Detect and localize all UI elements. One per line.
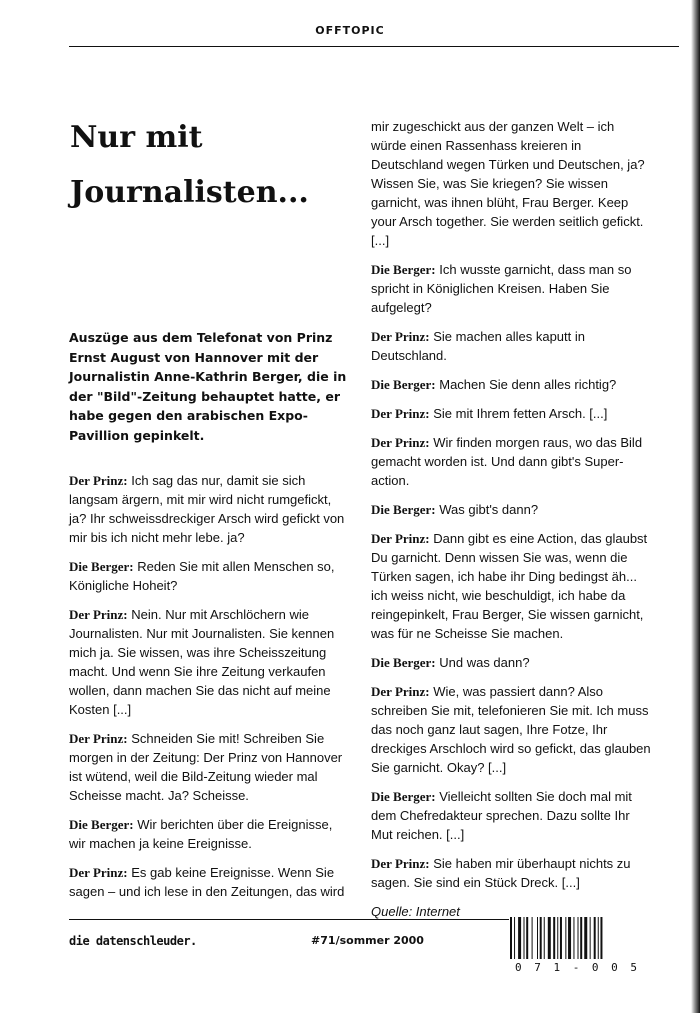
speaker-label: Die Berger: <box>371 502 436 517</box>
dialogue-text: Wir berichten über die Ereignisse, wir machen ja keine Ereignisse. <box>69 817 333 851</box>
dialogue-text: Sie machen alles kaputt in Deutschland. <box>371 329 585 363</box>
dialogue-line <box>371 375 651 394</box>
barcode-bar <box>540 917 542 959</box>
barcode-bar <box>537 917 538 959</box>
speaker-label: Der Prinz: <box>371 684 430 699</box>
barcode-bar <box>557 917 558 959</box>
dialogue-line <box>371 529 651 643</box>
dialogue-text: Wir finden morgen raus, wo das Bild gemacht worden ist. Und dann gibt's Super-action. <box>371 435 643 488</box>
article-title <box>70 110 350 220</box>
continued-text: mir zugeschickt aus der ganzen Welt – ich würde einen Rassenhass kreieren in Deutschland wegen Türken und Deutschen, ja? Wissen Sie, was Sie kriegen? Sie wissen garnicht, was ihnen blüht, Frau Berger. Keep your Arsch together. Sie werden seitlich gefickt. [...] <box>371 119 645 248</box>
dialogue-text: Es gab keine Ereignisse. Wenn Sie sagen – und ich lese in den Zeitungen, das wird <box>69 865 345 899</box>
right-column <box>371 117 651 931</box>
barcode-bar <box>600 917 602 959</box>
dialogue-line <box>371 682 651 777</box>
speaker-label: Die Berger: <box>371 789 436 804</box>
barcode-bar <box>553 917 555 959</box>
dialogue-line <box>69 729 352 805</box>
dialogue-line <box>69 557 352 595</box>
speaker-label: Der Prinz: <box>371 406 430 421</box>
dialogue-line <box>371 327 651 365</box>
magazine-name: die datenschleuder. <box>69 934 197 948</box>
barcode-bar <box>568 917 571 959</box>
dialogue-text: Dann gibt es eine Action, das glaubst Du garnicht. Denn wissen Sie was, wenn die Türken sagen, ich habe ihr Ding bedingst äh... ich weiss nicht, wie beschuldigt, ich habe da reingepinkelt, Frau Berger, Sie wissen garnicht, was für ne Scheisse Sie machen. <box>371 531 648 641</box>
dialogue-line <box>69 605 352 719</box>
header-rule <box>69 46 679 47</box>
section-header: OFFTOPIC <box>315 24 385 37</box>
dialogue-line <box>371 500 651 519</box>
dialogue-line <box>371 404 651 423</box>
barcode-bar <box>580 917 582 959</box>
barcode-bar <box>578 917 579 959</box>
barcode <box>510 917 645 977</box>
speaker-label: Der Prinz: <box>371 435 430 450</box>
barcode-bar <box>526 917 528 959</box>
dialogue-text: Sie haben mir überhaupt nichts zu sagen. Sie sind ein Stück Dreck. [...] <box>371 856 631 890</box>
barcode-bar <box>594 917 596 959</box>
barcode-bar <box>524 917 525 959</box>
speaker-label: Der Prinz: <box>371 531 430 546</box>
title-line-1: Nur mit <box>70 120 203 155</box>
barcode-bar <box>514 917 515 959</box>
dialogue-text: Sie mit Ihrem fetten Arsch. [...] <box>433 406 608 421</box>
dialogue-text: Schneiden Sie mit! Schreiben Sie morgen in der Zeitung: Der Prinz von Hannover ist wütend, weil die Bild-Zeitung wieder mal Scheisse macht. Ja? Scheisse. <box>69 731 343 803</box>
dialogue-text: Ich sag das nur, damit sie sich langsam ärgern, mit mir wird nicht rumgefickt, ja? Ihr schweissdreckiger Arsch wird gefickt von mir bis ich nicht mehr lebe. ja? <box>69 473 345 545</box>
footer-rule <box>69 919 509 920</box>
barcode-bar <box>510 917 512 959</box>
dialogue-line <box>371 653 651 672</box>
speaker-label: Der Prinz: <box>371 856 430 871</box>
barcode-bars <box>510 917 645 959</box>
dialogue-line <box>371 260 651 317</box>
dialogue-line <box>371 787 651 844</box>
dialogue-text: Ich wusste garnicht, dass man so spricht in Königlichen Kreisen. Haben Sie aufgelegt? <box>371 262 632 315</box>
dialogue-text: Machen Sie denn alles richtig? <box>439 377 617 392</box>
speaker-label: Die Berger: <box>69 559 134 574</box>
speaker-label: Der Prinz: <box>69 607 128 622</box>
barcode-bar <box>565 917 566 959</box>
issue-label: #71/sommer 2000 <box>311 934 424 947</box>
speaker-label: Der Prinz: <box>69 731 128 746</box>
barcode-bar <box>544 917 545 959</box>
source-note: Quelle: Internet <box>371 904 460 919</box>
dialogue-text: Vielleicht sollten Sie doch mal mit dem Chefredakteur sprechen. Dazu sollte Ihr Mut reichen. [...] <box>371 789 632 842</box>
dialogue-text: Und was dann? <box>439 655 530 670</box>
barcode-bar <box>532 917 533 959</box>
barcode-number: 0 7 1 - 0 0 5 <box>514 961 641 974</box>
dialogue-text: Nein. Nur mit Arschlöchern wie Journalisten. Nur mit Journalisten. Sie kennen mich ja. Sie wissen, was ihre Scheisszeitung macht. Und wenn Sie ihre Zeitung verkaufen wollen, dann machen Sie das nicht auf meine Kosten [...] <box>69 607 335 717</box>
title-line-2: Journalisten... <box>70 175 309 210</box>
speaker-label: Die Berger: <box>371 377 436 392</box>
barcode-bar <box>518 917 521 959</box>
speaker-label: Der Prinz: <box>69 473 128 488</box>
dialogue-line <box>371 433 651 490</box>
speaker-label: Die Berger: <box>371 262 436 277</box>
speaker-label: Die Berger: <box>69 817 134 832</box>
dialogue-text: Reden Sie mit allen Menschen so, Königliche Hoheit? <box>69 559 335 593</box>
article-lead: Auszüge aus dem Telefonat von Prinz Ernst August von Hannover mit der Journalistin Anne-Kathrin Berger, die in der "Bild"-Zeitung behauptet hatte, er habe gegen den arabischen Expo-Pavillion gepinkelt. <box>69 330 347 443</box>
speaker-label: Der Prinz: <box>69 865 128 880</box>
barcode-bar <box>590 917 591 959</box>
barcode-bar <box>560 917 562 959</box>
dialogue-text: Was gibt's dann? <box>439 502 539 517</box>
barcode-bar <box>584 917 587 959</box>
left-column <box>69 471 352 911</box>
page-edge-shadow <box>691 0 700 1013</box>
dialogue-line <box>371 854 651 892</box>
dialogue-text: Wie, was passiert dann? Also schreiben Sie mit, telefonieren Sie mit. Ich muss das noch ganz laut sagen, Ihre Fotze, Ihr dreckiges Arschloch wird so gefickt, das glauben Sie garnicht. Okay? [...] <box>371 684 651 775</box>
dialogue-line <box>69 863 352 901</box>
barcode-bar <box>573 917 574 959</box>
barcode-bar <box>598 917 599 959</box>
dialogue-line <box>69 815 352 853</box>
speaker-label: Die Berger: <box>371 655 436 670</box>
barcode-bar <box>548 917 551 959</box>
dialogue-line <box>69 471 352 547</box>
speaker-label: Der Prinz: <box>371 329 430 344</box>
